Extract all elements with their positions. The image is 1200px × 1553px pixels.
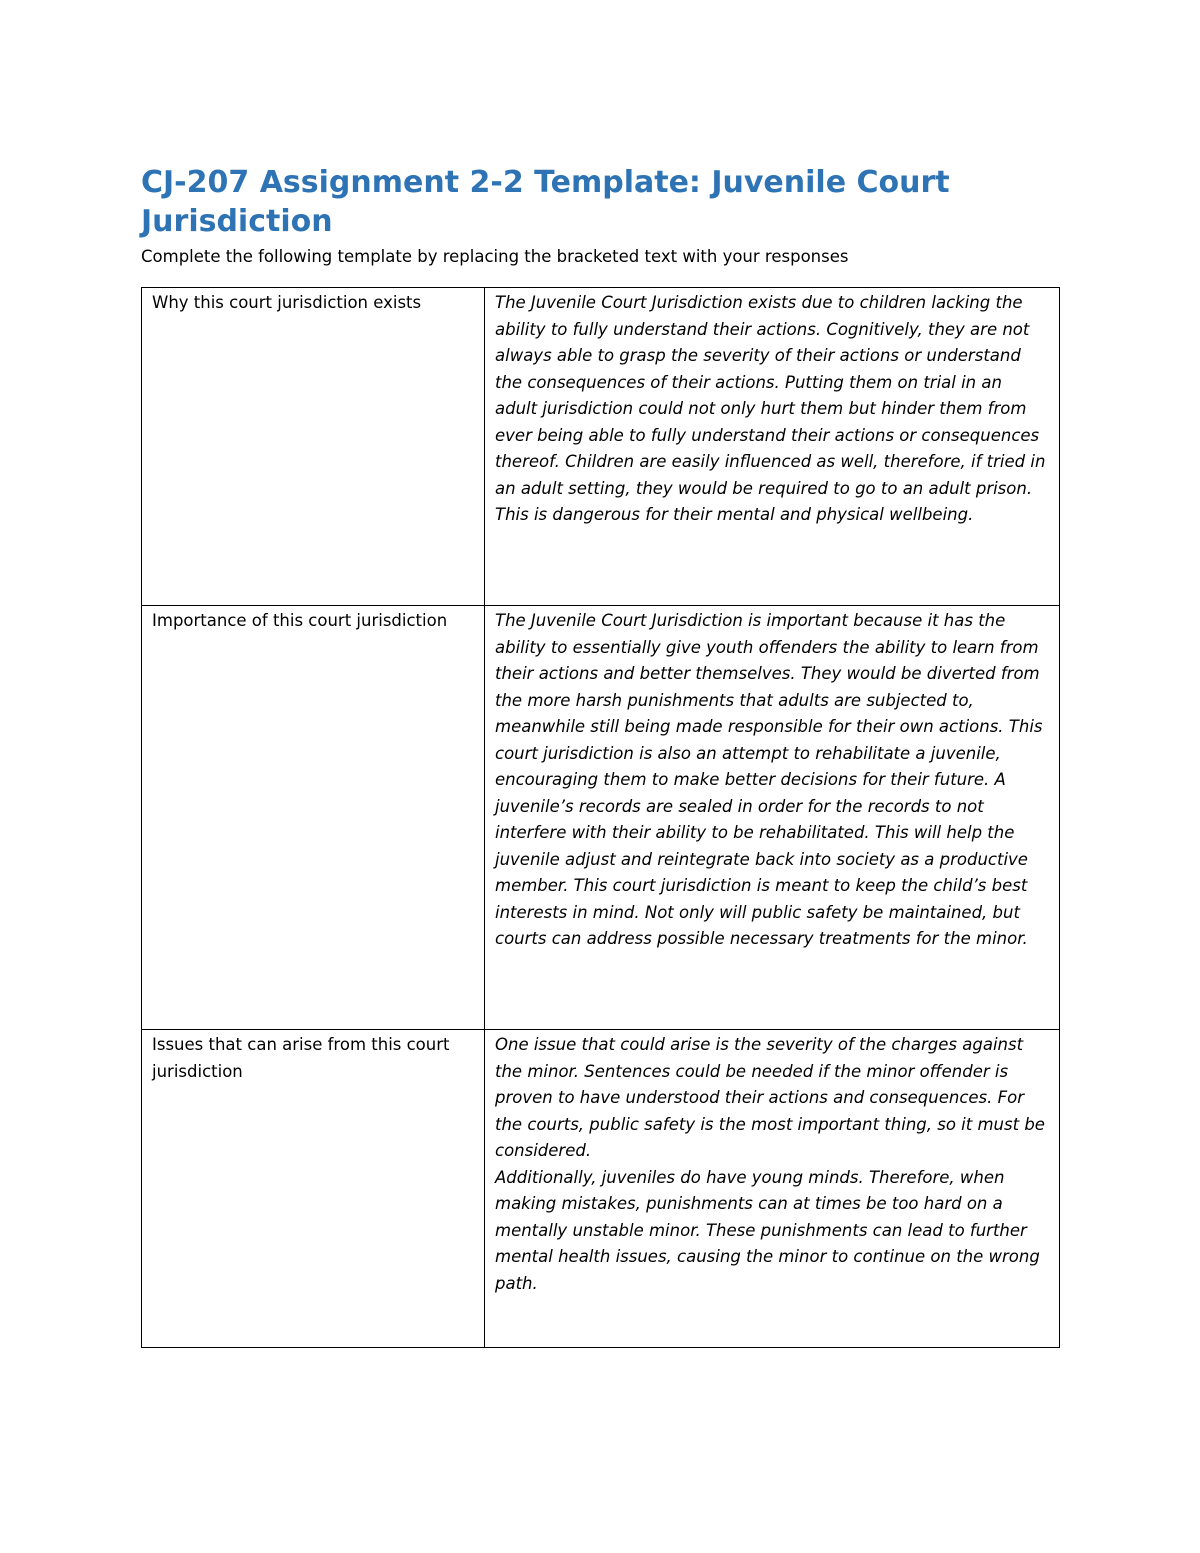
response-paragraph: The Juvenile Court Jurisdiction exists due to children lacking the ability to fully understand their actions. Cognitively, they are not always able to grasp the severity of their actions or understand the consequences of their actions. Putting them on trial in an adult jurisdiction could not only hurt them but hinder them from ever being able to fully understand their actions or consequences thereof. Children are easily influenced as well, therefore, if tried in an adult setting, they would be required to go to an adult prison. This is dangerous for their mental and physical wellbeing.	[495, 293, 1046, 524]
response-paragraph: The Juvenile Court Jurisdiction is important because it has the ability to essentially give youth offenders the ability to learn from their actions and better themselves. They would be diverted from the more harsh punishments that adults are subjected to, meanwhile still being made responsible for their own actions. This court jurisdiction is also an attempt to rehabilitate a juvenile, encouraging them to make better decisions for their future. A juvenile’s records are sealed in order for the records to not interfere with their ability to be rehabilitated. This will help the juvenile adjust and reintegrate back into society as a productive member. This court jurisdiction is meant to keep the child’s best interests in mind. Not only will public safety be maintained, but courts can address possible necessary treatments for the minor.	[495, 611, 1043, 948]
table-row	[142, 606, 1060, 1030]
row-response[interactable]	[485, 606, 1060, 1030]
template-table	[141, 287, 1060, 1348]
instructions-text: Complete the following template by replacing the bracketed text with your responses	[141, 247, 849, 266]
row-label: Importance of this court jurisdiction	[142, 606, 485, 1030]
table-row	[142, 1030, 1060, 1348]
response-paragraph: One issue that could arise is the severity of the charges against the minor. Sentences could be needed if the minor offender is proven to have understood their actions and consequences. For the courts, public safety is the most important thing, so it must be considered.	[495, 1035, 1045, 1160]
row-response[interactable]	[485, 288, 1060, 606]
page-title: CJ-207 Assignment 2-2 Template: Juvenile Court Jurisdiction	[141, 165, 950, 239]
response-paragraph: Additionally, juveniles do have young minds. Therefore, when making mistakes, punishments can at times be too hard on a mentally unstable minor. These punishments can lead to further mental health issues, causing the minor to continue on the wrong path.	[495, 1167, 1040, 1293]
row-response[interactable]	[485, 1030, 1060, 1348]
row-label: Issues that can arise from this court jurisdiction	[142, 1030, 485, 1348]
row-label: Why this court jurisdiction exists	[142, 288, 485, 606]
table-row	[142, 288, 1060, 606]
